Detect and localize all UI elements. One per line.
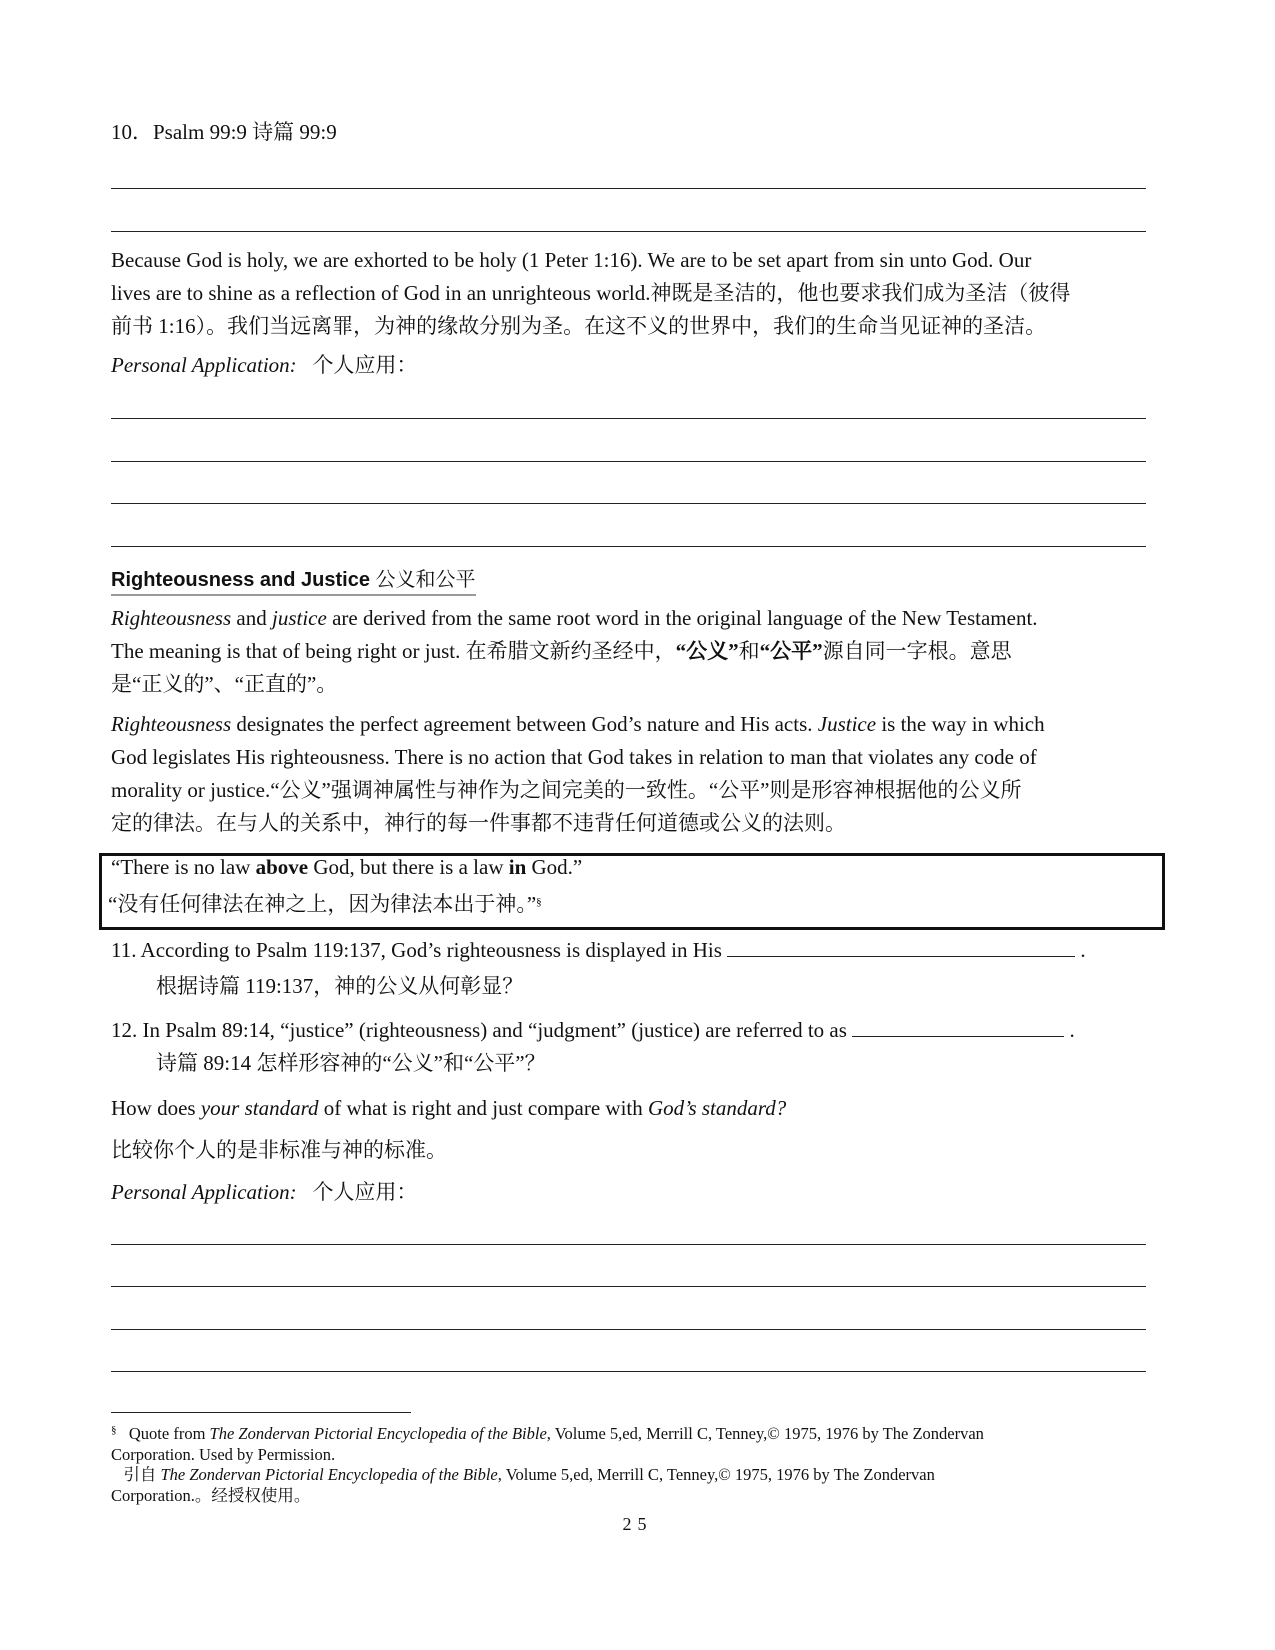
text-run: . (1080, 938, 1086, 962)
paragraph-line: lives are to shine as a reflection of God in an unrighteous world.神既是圣洁的，他也要求我们成为圣洁（彼得 (111, 281, 1071, 305)
text-run: 和 (738, 639, 760, 663)
paragraph-line: 前书 1:16）。我们当远离罪，为神的缘故分别为圣。在这不义的世界中，我们的生命当见证神的圣洁。 (111, 314, 1047, 338)
page-number: 25 (622, 1514, 653, 1534)
paragraph-line (111, 635, 1151, 668)
footnote-en (111, 1420, 1161, 1465)
bold-term: above (255, 855, 309, 879)
paragraph-line: God legislates His righteousness. There is no action that God takes in relation to man that violates any code of (111, 745, 1037, 769)
answer-line[interactable] (111, 1329, 1146, 1330)
text-run: designates the perfect agreement between God’s nature and His acts. (231, 712, 818, 736)
italic-term: your standard (200, 1096, 319, 1120)
text-run: are derived from the same root word in the original language of the New Testament. (326, 606, 1038, 630)
paragraph-line (111, 602, 1151, 635)
answer-line[interactable] (111, 1286, 1146, 1287)
personal-application-label (111, 349, 417, 381)
answer-blank[interactable] (852, 1018, 1064, 1037)
paragraph-line: Because God is holy, we are exhorted to be holy (1 Peter 1:16). We are to be set apart from sin unto God. Our (111, 248, 1032, 272)
paragraph-line: 是“正义的”、“正直的”。 (111, 672, 338, 696)
italic-term: justice (271, 606, 327, 630)
section-heading-en: Righteousness and Justice (111, 569, 370, 591)
text-run: God, but there is a law (308, 855, 509, 879)
answer-blank[interactable] (727, 938, 1075, 957)
section-heading-zh: 公义和公平 (375, 567, 476, 591)
answer-line[interactable] (111, 188, 1146, 189)
paragraph-line (111, 708, 1151, 741)
italic-term: Justice (817, 712, 877, 736)
personal-application-label (111, 1176, 417, 1208)
designates-paragraph (111, 708, 1151, 840)
paragraph-line: 定的律法。在与人的关系中，神行的每一件事都不违背任何道德或公义的法则。 (111, 811, 846, 835)
italic-term: Righteousness (111, 606, 232, 630)
personal-application-zh: 个人应用： (312, 1180, 418, 1204)
text-run: God.” (526, 855, 583, 879)
paragraph-line: morality or justice.“公义”强调神属性与神作为之间完美的一致性。“公平”则是形容神根据他的公义所 (111, 778, 1022, 802)
italic-term: God’s standard? (648, 1096, 787, 1120)
question-12-zh: 诗篇 89:14 怎样形容神的“公义”和“公平”？ (156, 1051, 546, 1075)
personal-application-zh: 个人应用： (312, 353, 418, 377)
book-title: The Zondervan Pictorial Encyclopedia of the Bible (160, 1465, 498, 1484)
answer-line[interactable] (111, 503, 1146, 504)
text-run: 引自 (123, 1465, 161, 1484)
footnote-zh (111, 1464, 1161, 1506)
bold-term: “公义” (675, 639, 739, 663)
answer-line[interactable] (111, 1244, 1146, 1245)
bold-term: “公平” (759, 639, 823, 663)
question-12 (111, 1014, 1075, 1046)
text-run: “没有任何律法在神之上，因为律法本出于神。” (108, 892, 537, 916)
text-run: , Volume 5,ed, Merrill C, Tenney,© 1975, 1976 by The Zondervan (497, 1465, 935, 1484)
question-11 (111, 934, 1086, 966)
quote-en (111, 852, 582, 882)
text-run: “There is no law (111, 855, 256, 879)
text-run: , Volume 5,ed, Merrill C, Tenney,© 1975, 1976 by The Zondervan (546, 1424, 984, 1443)
text-run: is the way in which (876, 712, 1045, 736)
root-word-paragraph (111, 602, 1151, 701)
answer-line[interactable] (111, 1371, 1146, 1372)
footnote-line (111, 1420, 1161, 1444)
holiness-paragraph (111, 244, 1151, 343)
footnote-reference[interactable]: § (536, 896, 542, 908)
bold-term: in (508, 855, 527, 879)
text-run: The meaning is that of being right or just. 在希腊文新约圣经中， (111, 639, 676, 663)
answer-line[interactable] (111, 231, 1146, 232)
text-run: . (1069, 1018, 1075, 1042)
footnote-mark: § (111, 1424, 117, 1436)
answer-line[interactable] (111, 546, 1146, 547)
question-11-text: 11. According to Psalm 119:137, God’s righteousness is displayed in His (111, 938, 722, 962)
answer-line[interactable] (111, 461, 1146, 462)
italic-term: Righteousness (111, 712, 232, 736)
personal-application-en: Personal Application: (111, 1180, 297, 1204)
book-title: The Zondervan Pictorial Encyclopedia of the Bible (209, 1424, 547, 1443)
footnote-line: Corporation.。经授权使用。 (111, 1486, 311, 1505)
text-run: and (231, 606, 272, 630)
quote-zh (108, 887, 542, 919)
question-10-label: 10．Psalm 99:9 诗篇 99:9 (111, 120, 337, 144)
text-run: of what is right and just compare with (318, 1096, 649, 1120)
text-run: Quote from (128, 1424, 210, 1443)
standard-question (111, 1092, 786, 1124)
text-run: How does (111, 1096, 201, 1120)
question-12-text: 12. In Psalm 89:14, “justice” (righteousness) and “judgment” (justice) are referred to as (111, 1018, 847, 1042)
footnote-line: Corporation. Used by Permission. (111, 1445, 336, 1464)
standard-question-zh: 比较你个人的是非标准与神的标准。 (111, 1138, 447, 1162)
personal-application-en: Personal Application: (111, 353, 297, 377)
answer-line[interactable] (111, 418, 1146, 419)
footnote-separator (111, 1412, 411, 1413)
footnote-line (111, 1464, 1161, 1485)
question-11-zh: 根据诗篇 119:137，神的公义从何彰显？ (156, 974, 524, 998)
section-heading (111, 565, 476, 596)
text-run: 源自同一字根。意思 (822, 639, 1012, 663)
